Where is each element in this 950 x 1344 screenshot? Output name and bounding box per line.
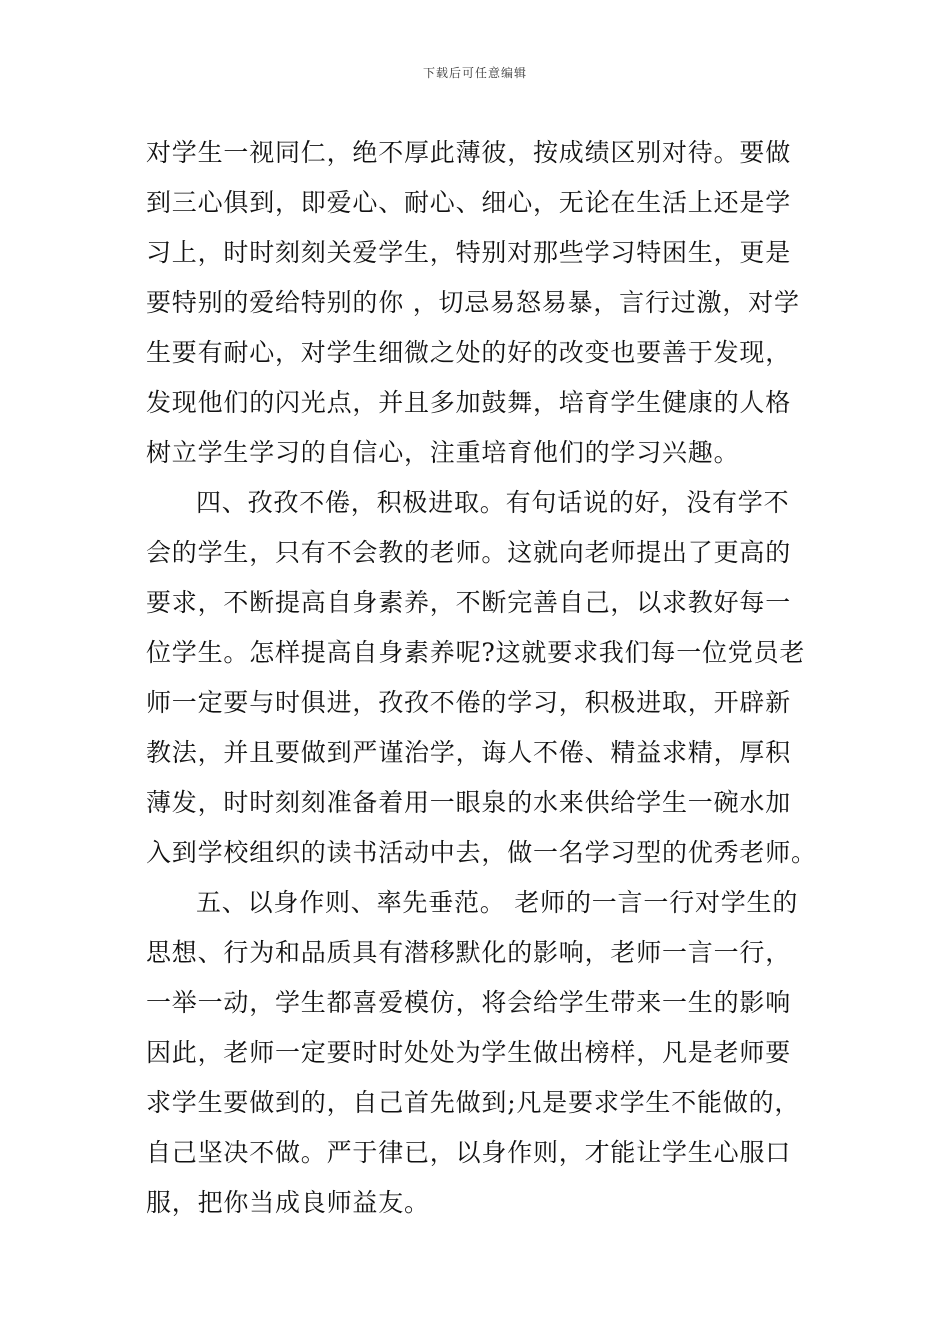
text-line: 自己坚决不做。严于律已，以身作则，才能让学生心服口	[146, 1138, 792, 1167]
text-line: 服，把你当成良师益友。	[146, 1188, 430, 1217]
text-line: 教法，并且要做到严谨治学，诲人不倦、精益求精，厚积	[146, 738, 792, 767]
text-line: 对学生一视同仁，绝不厚此薄彼，按成绩区别对待。要做	[146, 138, 792, 167]
text-line: 薄发，时时刻刻准备着用一眼泉的水来供给学生一碗水加	[146, 788, 792, 817]
text-line: 要求，不断提高自身素养，不断完善自己，以求教好每一	[146, 588, 792, 617]
text-line: 一举一动，学生都喜爱模仿，将会给学生带来一生的影响	[146, 988, 792, 1017]
text-line: 发现他们的闪光点，并且多加鼓舞，培育学生健康的人格	[146, 388, 792, 417]
text-line: 思想、行为和品质具有潜移默化的影响，老师一言一行，	[146, 938, 792, 967]
text-line: 求学生要做到的，自己首先做到;凡是要求学生不能做的，	[146, 1088, 801, 1117]
text-line: 因此，老师一定要时时处处为学生做出榜样，凡是老师要	[146, 1038, 792, 1067]
text-line: 入到学校组织的读书活动中去，做一名学习型的优秀老师。	[146, 838, 817, 867]
paragraph-start-line: 四、孜孜不倦，积极进取。有句话说的好，没有学不	[196, 488, 790, 517]
text-line: 师一定要与时俱进，孜孜不倦的学习，积极进取，开辟新	[146, 688, 792, 717]
text-line: 习上，时时刻刻关爱学生，特别对那些学习特困生，更是	[146, 238, 792, 267]
text-line: 位学生。怎样提高自身素养呢?这就要求我们每一位党员老	[146, 638, 806, 667]
paragraph-start-line: 五、以身作则、率先垂范。 老师的一言一行对学生的	[196, 888, 799, 917]
text-line: 树立学生学习的自信心，注重培育他们的学习兴趣。	[146, 438, 740, 467]
text-line: 生要有耐心，对学生细微之处的好的改变也要善于发现，	[146, 338, 792, 367]
text-line: 会的学生，只有不会教的老师。这就向老师提出了更高的	[146, 538, 792, 567]
body-text	[146, 128, 817, 1228]
text-line: 到三心俱到，即爱心、耐心、细心，无论在生活上还是学	[146, 188, 792, 217]
text-line: 要特别的爱给特别的你 ，切忌易怒易暴，言行过激，对学	[146, 288, 800, 317]
page-header: 下载后可任意编辑	[422, 66, 527, 80]
